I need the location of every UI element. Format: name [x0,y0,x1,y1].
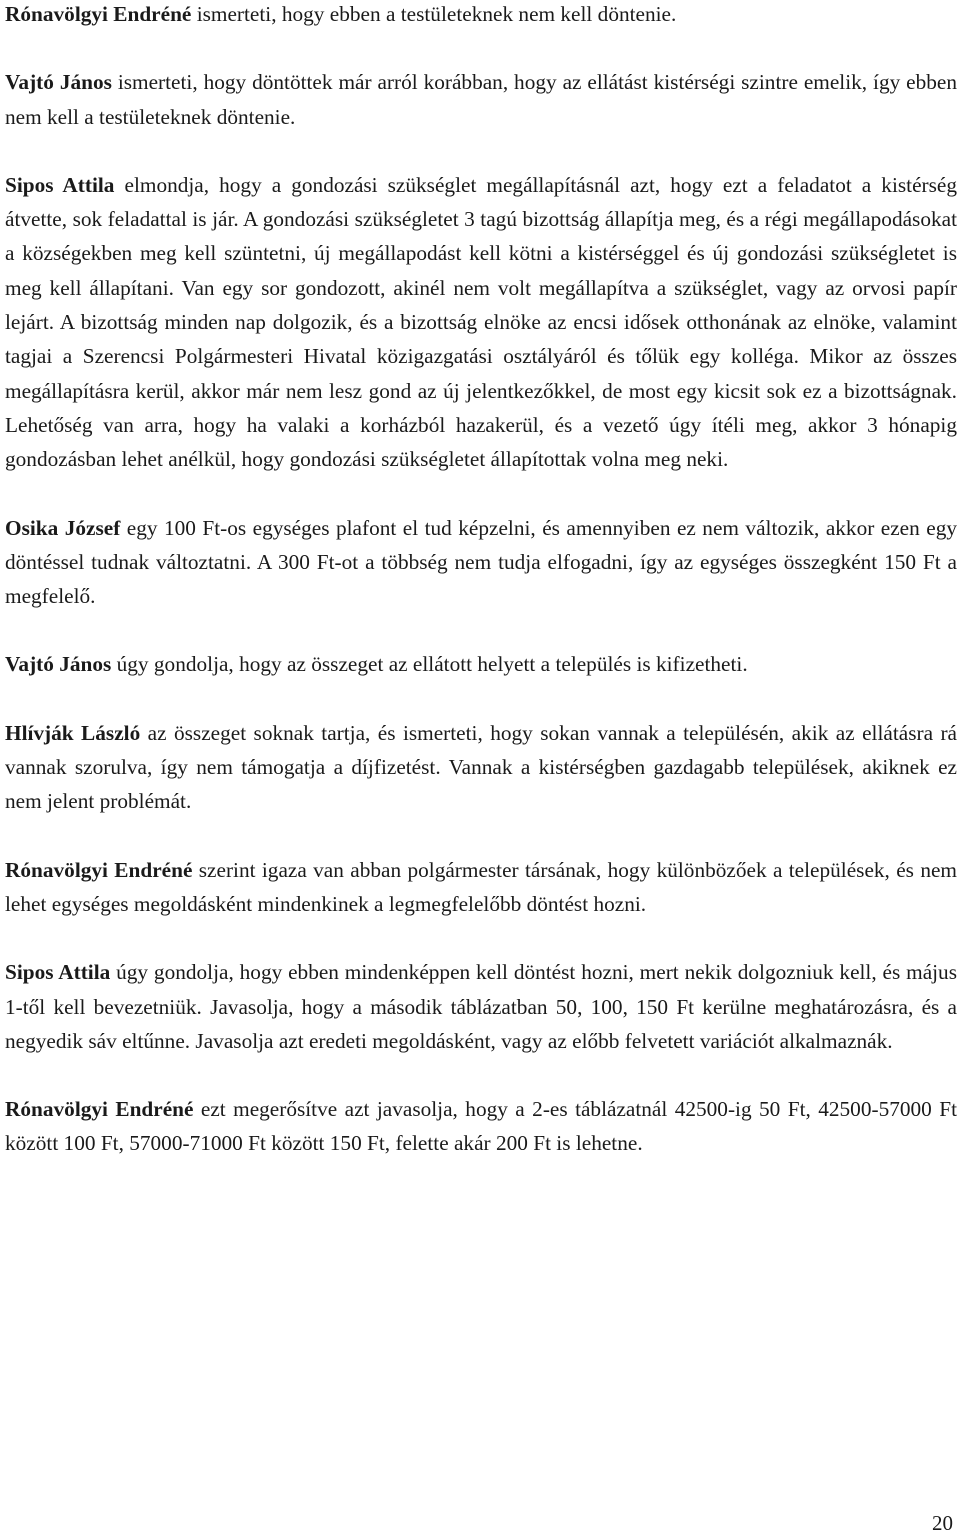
paragraph-text: szerint igaza van abban polgármester társának, hogy különbözőek a települések, és nem lehet egységes megoldásként mindenkinek a legmegfelelőbb döntést hozni. [5,857,957,916]
paragraph-text: ismerteti, hogy döntöttek már arról korábban, hogy az ellátást kistérségi szintre emelik, így ebben nem kell a testületeknek döntenie. [5,70,957,129]
page-number: 20 [932,1511,953,1535]
paragraph-text: az összeget soknak tartja, és ismerteti, hogy sokan vannak a településén, akik az ellátásra rá vannak szorulva, így nem támogatja a díjfizetést. Vannak a kistérségben gazdagabb települések, akiknek ez nem jelent problémát. [5,720,957,814]
paragraph-text: ismerteti, hogy ebben a testületeknek nem kell döntenie. [191,2,677,26]
paragraph-2 [5,65,957,134]
paragraph-9 [5,1092,957,1161]
speaker-name: Hlívják László [5,720,141,745]
document-page [5,0,957,1161]
speaker-name: Vajtó János [5,652,112,677]
paragraph-6 [5,716,957,819]
speaker-name: Rónavölgyi Endréné [5,2,192,26]
paragraph-3 [5,168,957,477]
paragraph-text: ezt megerősítve azt javasolja, hogy a 2-es táblázatnál 42500-ig 50 Ft, 42500-57000 Ft között 100 Ft, 57000-71000 Ft között 150 Ft, felette akár 200 Ft is lehetne. [5,1097,957,1156]
paragraph-5 [5,647,957,681]
paragraph-8 [5,955,957,1058]
paragraph-text: úgy gondolja, hogy az összeget az ellátott helyett a település is kifizetheti. [111,652,748,677]
paragraph-text: elmondja, hogy a gondozási szükséglet megállapításnál azt, hogy ezt a feladatot a kistérség átvette, sok feladattal is jár. A gondozási szükségletet 3 tagú bizottság állapítja meg, és a régi megállapodásokat a községekben meg kell szüntetni, új megállapodást kell kötni a kistérséggel és új gondozási szükségletet is meg kell állapítani. Van egy sor gondozott, akinél nem volt megállapítva a szükséglet, vagy az orvosi papír lejárt. A bizottság minden nap dolgozik, és a bizottság elnöke az encsi idősek otthonának az elnöke, valamint tagjai a Szerencsi Polgármesteri Hivatal közigazgatási osztályáról és tőlük egy kolléga. Mikor az összes megállapításra kerül, akkor már nem lesz gond az új jelentkezőkkel, de most egy kicsit sok ez a bizottságnak. Lehetőség van arra, hogy ha valaki a korházból hazakerül, és a vezető úgy ítéli meg, akkor 3 hónapig gondozásban lehet anélkül, hogy gondozási szükségletet állapítottak volna meg neki. [5,172,957,472]
paragraph-4 [5,511,957,614]
paragraph-1 [5,0,957,31]
speaker-name: Rónavölgyi Endréné [5,1097,194,1122]
speaker-name: Osika József [5,515,121,540]
speaker-name: Sipos Attila [5,172,115,197]
speaker-name: Sipos Attila [5,960,111,985]
paragraph-7 [5,853,957,922]
speaker-name: Rónavölgyi Endréné [5,857,193,882]
speaker-name: Vajtó János [5,70,112,95]
paragraph-text: egy 100 Ft-os egységes plafont el tud képzelni, és amennyiben ez nem változik, akkor ezen egy döntéssel tudnak változtatni. A 300 Ft-ot a többség nem tudja elfogadni, így az egységes összegként 150 Ft a megfelelő. [5,515,957,609]
paragraph-text: úgy gondolja, hogy ebben mindenképpen kell döntést hozni, mert nekik dolgozniuk kell, és május 1-től kell bevezetniük. Javasolja, hogy a második táblázatban 50, 100, 150 Ft kerülne meghatározásra, és a negyedik sáv eltűnne. Javasolja azt eredeti megoldásként, vagy az előbb felvetett variációt alkalmaznák. [5,960,957,1053]
